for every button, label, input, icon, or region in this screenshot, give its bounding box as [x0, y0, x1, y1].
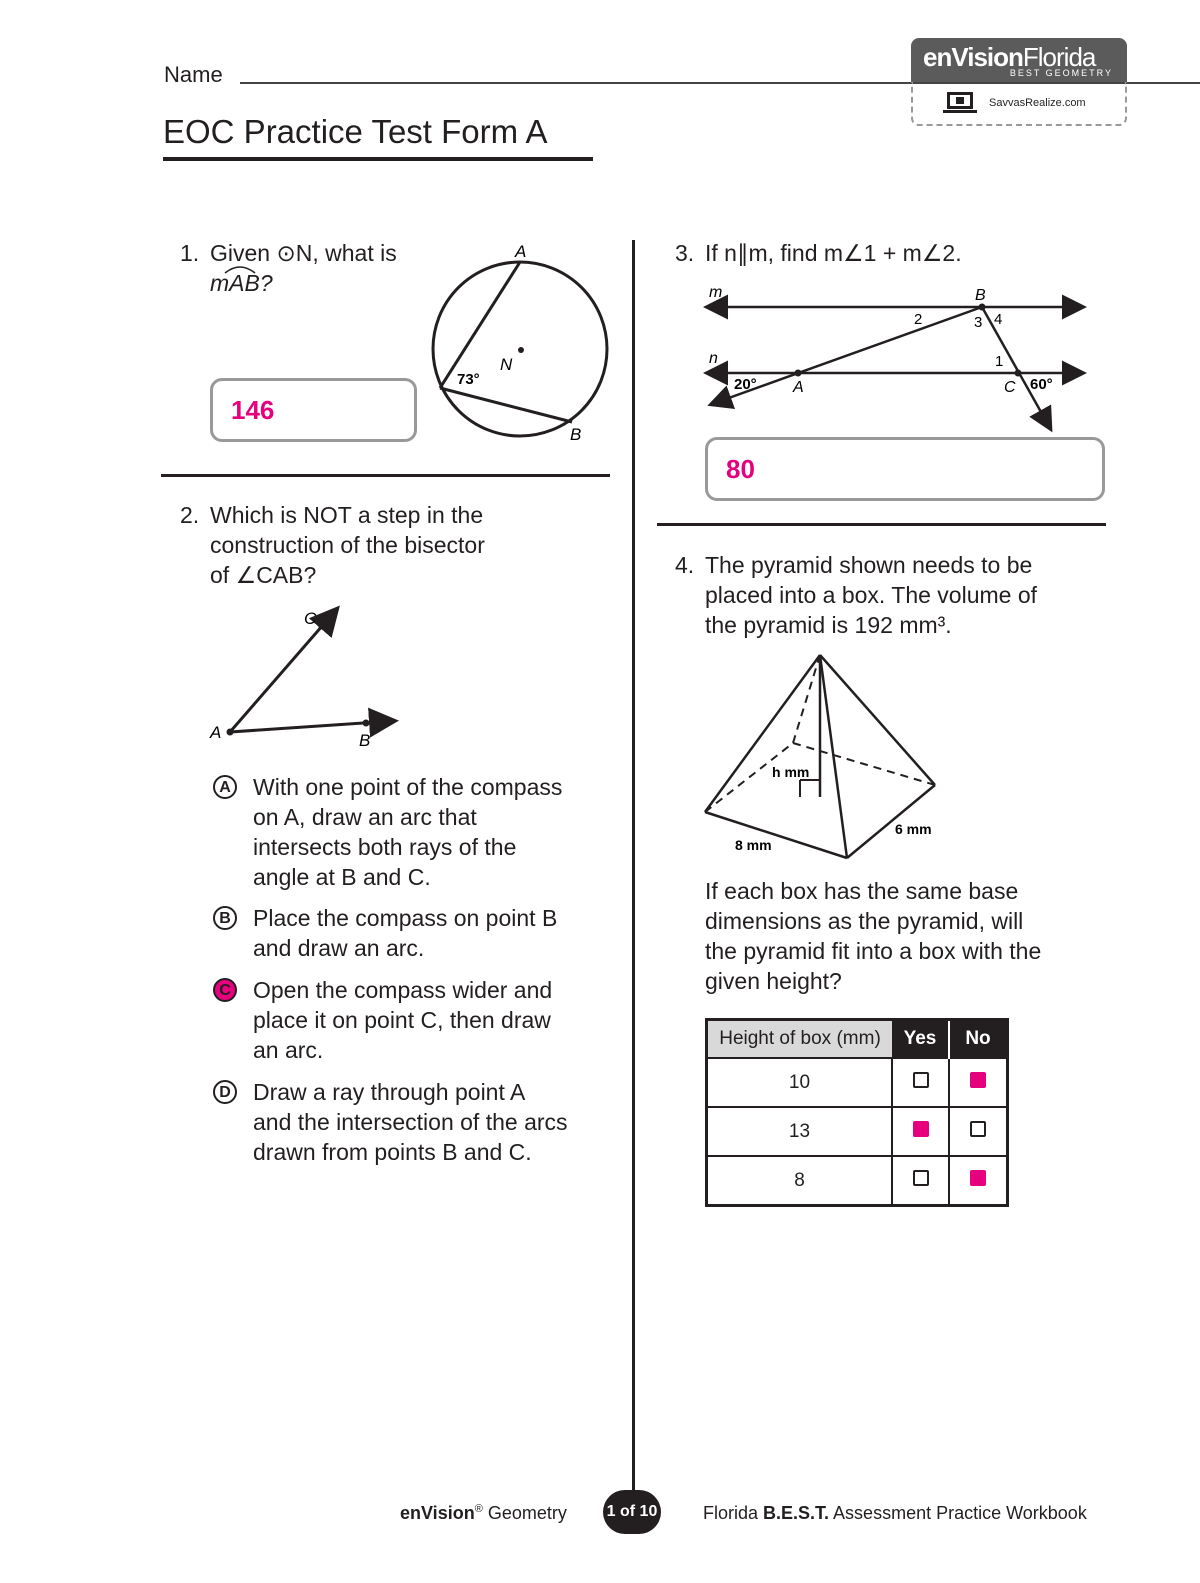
q1-prompt	[180, 238, 440, 308]
q2-option-b-bubble[interactable]: B	[213, 906, 237, 930]
col-yes-header: Yes	[892, 1020, 949, 1059]
q2-label-c: C	[304, 609, 317, 628]
q2-option-a-line2: on A, draw an arc that	[253, 804, 477, 830]
q2-option-a-line3: intersects both rays of the	[253, 834, 517, 860]
no-checkbox-checked[interactable]	[970, 1170, 986, 1186]
q2-option-b-line2: and draw an arc.	[253, 935, 425, 961]
q4-question-line4: given height?	[705, 968, 842, 994]
q1-label-n: N	[500, 355, 513, 374]
row-no-cell[interactable]	[949, 1107, 1008, 1156]
monitor-icon	[943, 90, 977, 116]
q1-circle-figure	[420, 236, 620, 446]
yes-checkbox-checked[interactable]	[913, 1121, 929, 1137]
q2-option-d[interactable]	[213, 1077, 613, 1167]
q2-prompt	[180, 500, 600, 595]
footer-right-suffix: Assessment Practice Workbook	[829, 1503, 1087, 1523]
q4-prompt-line2: placed into a box. The volume of	[705, 582, 1038, 608]
q3-angle-1: 1	[995, 353, 1004, 370]
row-yes-cell[interactable]	[892, 1058, 949, 1107]
q2-number: 2.	[180, 502, 200, 528]
q4-side-8: 8 mm	[735, 837, 772, 853]
row-no-cell[interactable]	[949, 1058, 1008, 1107]
brand-subtitle: BEST GEOMETRY	[1009, 68, 1113, 78]
q2-option-b-line1: Place the compass on point B	[253, 905, 558, 931]
q1-angle-label: 73°	[457, 371, 480, 388]
q3-label-b: B	[975, 287, 986, 304]
page-number: 1 of 10	[603, 1490, 661, 1534]
q2-option-d-line3: drawn from points B and C.	[253, 1139, 532, 1165]
q4-question-line2: dimensions as the pyramid, will	[705, 908, 1024, 934]
col-height-header: Height of box (mm)	[707, 1020, 893, 1059]
q2-label-a: A	[210, 723, 222, 742]
footer-right-prefix: Florida	[703, 1503, 764, 1523]
q2-option-c-line3: an arc.	[253, 1037, 324, 1063]
row-height-value: 10	[707, 1058, 893, 1107]
q3-angle-c-label: 60°	[1030, 376, 1053, 393]
q1-number: 1.	[180, 240, 200, 266]
arc-symbol	[223, 264, 257, 274]
brand-website: SavvasRealize.com	[989, 97, 1086, 109]
q2-option-a-line4: angle at B and C.	[253, 864, 431, 890]
q2-option-a[interactable]	[213, 772, 613, 892]
row-height-value: 13	[707, 1107, 893, 1156]
q3-angle-3: 3	[974, 314, 983, 331]
q4-number: 4.	[675, 552, 695, 578]
q2-option-b[interactable]	[213, 903, 613, 963]
column-divider	[632, 240, 635, 1505]
q2-option-c-line2: place it on point C, then draw	[253, 1007, 551, 1033]
q4-table-header	[707, 1020, 1008, 1059]
no-checkbox-checked[interactable]	[970, 1072, 986, 1088]
q1-separator	[161, 474, 610, 477]
q3-label-m: m	[709, 284, 723, 301]
row-height-value: 8	[707, 1156, 893, 1206]
q2-angle-figure	[200, 600, 410, 750]
col-no-header: No	[949, 1020, 1008, 1059]
q4-prompt-line1: The pyramid shown needs to be	[705, 552, 1033, 578]
q3-angle-a-label: 20°	[734, 376, 757, 393]
q1-prompt-line1: Given ⊙N, what is	[210, 240, 397, 266]
q1-label-a: A	[515, 242, 527, 261]
q2-option-a-bubble[interactable]: A	[213, 775, 237, 799]
q2-option-c-line1: Open the compass wider and	[253, 977, 553, 1003]
q4-pyramid-figure	[700, 650, 950, 862]
name-label: Name	[164, 62, 223, 87]
q4-side-6: 6 mm	[895, 821, 932, 837]
q3-answer-box[interactable]: 80	[705, 437, 1105, 501]
q2-option-d-line2: and the intersection of the arcs	[253, 1109, 568, 1135]
brand-florida: Florida	[1022, 42, 1096, 72]
q4-height-label: h mm	[772, 764, 810, 780]
row-no-cell[interactable]	[949, 1156, 1008, 1206]
q4-question-line3: the pyramid fit into a box with the	[705, 938, 1042, 964]
page-title: EOC Practice Test Form A	[163, 113, 548, 150]
q2-option-d-text	[253, 1077, 613, 1167]
yes-checkbox[interactable]	[913, 1170, 929, 1186]
q3-label-a: A	[793, 379, 804, 396]
brand-envision: enVision	[923, 42, 1023, 72]
q3-separator	[657, 523, 1106, 526]
q3-number: 3.	[675, 240, 695, 266]
footer-right-bold: B.E.S.T.	[763, 1503, 830, 1523]
q2-option-c-text	[253, 975, 613, 1065]
title-underline	[163, 157, 593, 161]
q2-option-a-text	[253, 772, 613, 892]
q3-prompt	[675, 238, 1095, 270]
footer-right	[703, 1503, 1087, 1524]
table-row	[707, 1058, 1008, 1107]
row-yes-cell[interactable]	[892, 1156, 949, 1206]
q4-question	[705, 876, 1115, 1001]
q3-angle-2: 2	[914, 311, 923, 328]
q3-label-n: n	[709, 350, 718, 367]
q2-option-c[interactable]	[213, 975, 613, 1065]
table-row	[707, 1107, 1008, 1156]
q1-label-b: B	[570, 425, 582, 444]
table-row	[707, 1156, 1008, 1206]
q2-label-b: B	[359, 731, 371, 750]
q2-option-c-bubble-selected[interactable]: C	[213, 978, 237, 1002]
q2-prompt-line2: construction of the bisector	[210, 532, 485, 558]
brand-website-box	[911, 82, 1127, 126]
q2-option-d-bubble[interactable]: D	[213, 1080, 237, 1104]
q4-prompt-line3: the pyramid is 192 mm³.	[705, 612, 952, 638]
q3-prompt-text: If n∥m, find m∠1 + m∠2.	[705, 240, 962, 266]
q2-option-a-line1: With one point of the compass	[253, 774, 563, 800]
q3-angle-4: 4	[994, 311, 1003, 328]
no-checkbox[interactable]	[970, 1121, 986, 1137]
q4-prompt	[675, 550, 1105, 645]
q1-prompt-line2: mAB?	[210, 270, 273, 296]
q2-option-d-line1: Draw a ray through point A	[253, 1079, 526, 1105]
yes-checkbox[interactable]	[913, 1072, 929, 1088]
q4-question-line1: If each box has the same base	[705, 878, 1019, 904]
q3-parallel-lines-figure	[700, 280, 1100, 435]
q4-height-table	[705, 1018, 1009, 1207]
brand-logo	[911, 38, 1127, 128]
q2-prompt-line3: of ∠CAB?	[210, 562, 317, 588]
q2-prompt-line1: Which is NOT a step in the	[210, 502, 484, 528]
footer-registered: ®	[474, 1503, 483, 1515]
q1-answer-box[interactable]: 146	[210, 378, 417, 442]
footer-left-text: Geometry	[482, 1503, 567, 1523]
q3-label-c: C	[1004, 379, 1016, 396]
footer-brand: enVision	[400, 1503, 475, 1523]
footer-left	[400, 1503, 567, 1524]
brand-banner	[911, 38, 1127, 82]
row-yes-cell[interactable]	[892, 1107, 949, 1156]
q2-option-b-text	[253, 903, 613, 963]
